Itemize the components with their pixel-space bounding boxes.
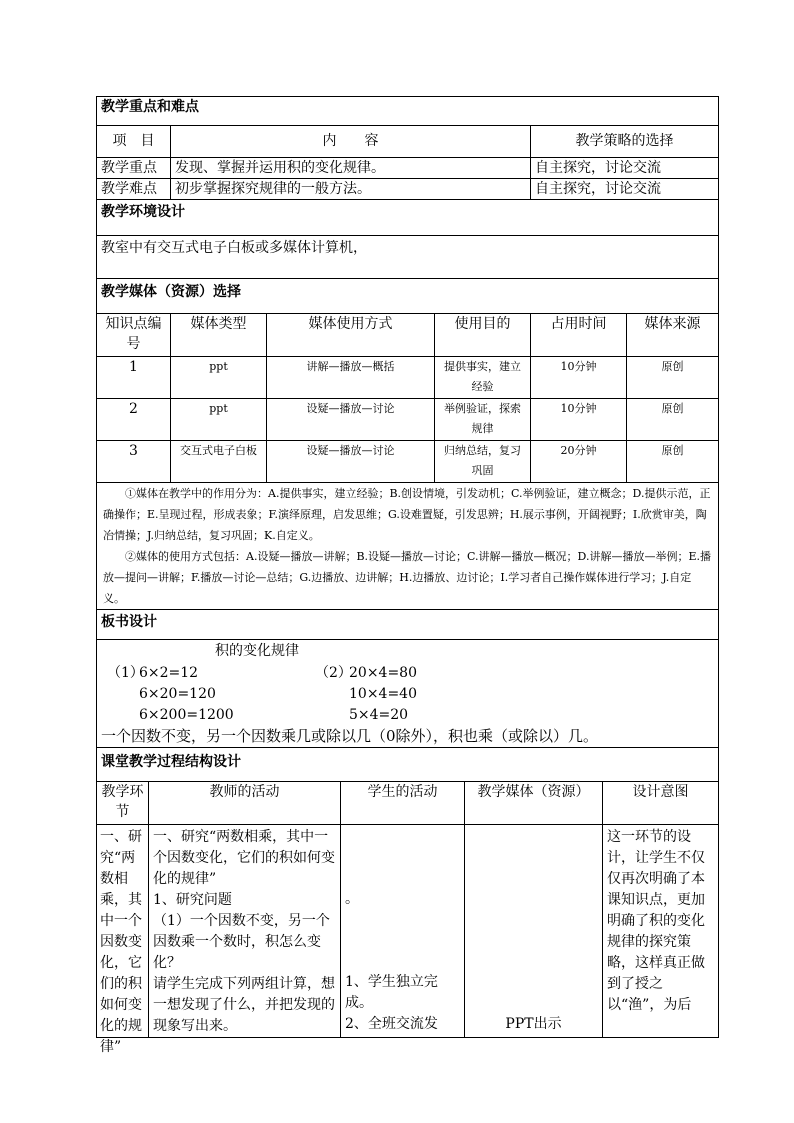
board-group-1-line: 6×2=12 (139, 665, 199, 681)
media-row-time: 20分钟 (531, 441, 627, 483)
media-row-time: 10分钟 (531, 399, 627, 441)
section-media: 教学媒体（资源）选择 (97, 279, 719, 314)
board-group-1-label: （1） (107, 665, 144, 681)
key-row-label: 教学难点 (97, 179, 171, 200)
process-stage (97, 824, 149, 1055)
media-row-id: 1 (97, 357, 171, 399)
section-board: 板书设计 (97, 610, 719, 640)
process-header-teacher: 教师的活动 (149, 782, 341, 824)
media-row-id: 3 (97, 441, 171, 483)
media-row-time: 10分钟 (531, 357, 627, 399)
media-row-method: 设疑—播放—讨论 (267, 441, 435, 483)
board-conclusion: 一个因数不变，另一个因数乘几或除以几（0除外），积也乘（或除以）几。 (101, 727, 599, 745)
media-row-purpose: 举例验证，探索规律 (435, 399, 531, 441)
media-header-method: 媒体使用方式 (267, 314, 435, 357)
process-header-media: 教学媒体（资源） (465, 782, 603, 824)
intent-text: 这一环节的设计，让学生不仅仅再次明确了本课知识点，更加明确了积的变化规律的探究策略，这样真正做到了授之以“渔”，为后 (607, 828, 705, 1013)
process-stage-text: 一、研究“两数相乘，其中一个因数变化，它们的积如何变化的规律” (100, 828, 142, 1055)
media-note-roles: ①媒体在教学中的作用分为：A.提供事实，建立经验；B.创设情境，引发动机；C.举例验证，建立概念；D.提供示范，正确操作；E.呈现过程，形成表象；F.演绎原理，启发思维；G.设难置疑，引发思辨；H.展示事例，开阔视野；I.欣赏审美，陶冶情操；J.归纳总结，复习巩固；K.自定义。 (103, 487, 711, 542)
media-row-method: 讲解—播放—概括 (267, 357, 435, 399)
board-group-1-line: 6×200=1200 (139, 707, 234, 723)
media-row-source: 原创 (627, 357, 719, 399)
key-row-strategy: 自主探究，讨论交流 (531, 158, 719, 179)
teacher-line: （1）一个因数不变，另一个因数乘一个数时，积怎么变化？ (153, 912, 330, 971)
student-line: 2、全班交流发 (345, 1015, 438, 1032)
environment-text: 教室中有交互式电子白板或多媒体计算机， (97, 236, 719, 279)
process-header-student: 学生的活动 (341, 782, 465, 824)
section-environment: 教学环境设计 (97, 200, 719, 236)
board-group-2-line: 10×4=40 (349, 686, 417, 702)
process-student (341, 824, 465, 1037)
key-row-label: 教学重点 (97, 158, 171, 179)
board-group-2-line: 20×4=80 (349, 665, 417, 681)
process-table (96, 782, 719, 1055)
media-row-type: ppt (171, 399, 267, 441)
media-row-source: 原创 (627, 441, 719, 483)
media-row-id: 2 (97, 399, 171, 441)
process-intent (603, 824, 719, 1037)
media-header-type: 媒体类型 (171, 314, 267, 357)
media-header-purpose: 使用目的 (435, 314, 531, 357)
teacher-line: 一、研究“两数相乘，其中一个因数变化，它们的积如何变化的规律” (153, 828, 335, 887)
media-row-type: 交互式电子白板 (171, 441, 267, 483)
media-notes (97, 483, 719, 610)
media-row-source: 原创 (627, 399, 719, 441)
media-row-purpose: 归纳总结，复习巩固 (435, 441, 531, 483)
teacher-line: 1、研究问题 (153, 891, 232, 908)
media-header-time: 占用时间 (531, 314, 627, 357)
section-process: 课堂教学过程结构设计 (97, 748, 719, 782)
key-header-strategy: 教学策略的选择 (531, 126, 719, 158)
key-header-content: 内 容 (171, 126, 531, 158)
board-title: 积的变化规律 (215, 643, 299, 659)
key-row-content: 初步掌握探究规律的一般方法。 (171, 179, 531, 200)
key-header-item: 项 目 (97, 126, 171, 158)
board-group-2-line: 5×4=20 (349, 707, 409, 723)
media-row-method: 设疑—播放—讨论 (267, 399, 435, 441)
media-note-methods: ②媒体的使用方式包括：A.设疑—播放—讲解；B.设疑—播放—讨论；C.讲解—播放—概况；D.讲解—播放—举例；E.播放—提问—讲解；F.播放—讨论—总结；G.边播放、边讲解；H.边播放、边讨论；I.学习者自己操作媒体进行学习；J.自定义。 (103, 550, 711, 605)
process-header-stage: 教学环节 (97, 782, 149, 824)
media-header-source: 媒体来源 (627, 314, 719, 357)
process-header-intent: 设计意图 (603, 782, 719, 824)
lesson-plan-table (96, 96, 719, 782)
process-teacher (149, 824, 341, 1037)
media-row-type: ppt (171, 357, 267, 399)
lesson-plan-page (96, 96, 718, 1055)
media-header-id: 知识点编 号 (97, 314, 171, 357)
key-row-strategy: 自主探究，讨论交流 (531, 179, 719, 200)
section-key-points: 教学重点和难点 (97, 97, 719, 126)
teacher-line: 请学生完成下列两组计算，想一想发现了什么，并把发现的现象写出来。 (153, 975, 335, 1034)
media-text: PPT出示 (505, 1015, 562, 1032)
key-row-content: 发现、掌握并运用积的变化规律。 (171, 158, 531, 179)
process-media (465, 824, 603, 1037)
media-row-purpose: 提供事实，建立经验 (435, 357, 531, 399)
board-group-1-line: 6×20=120 (139, 686, 216, 702)
student-line: 1、学生独立完成。 (345, 973, 438, 1011)
board-group-2-label: （2） (315, 665, 352, 681)
board-design (97, 640, 719, 748)
student-line: 。 (345, 890, 359, 907)
